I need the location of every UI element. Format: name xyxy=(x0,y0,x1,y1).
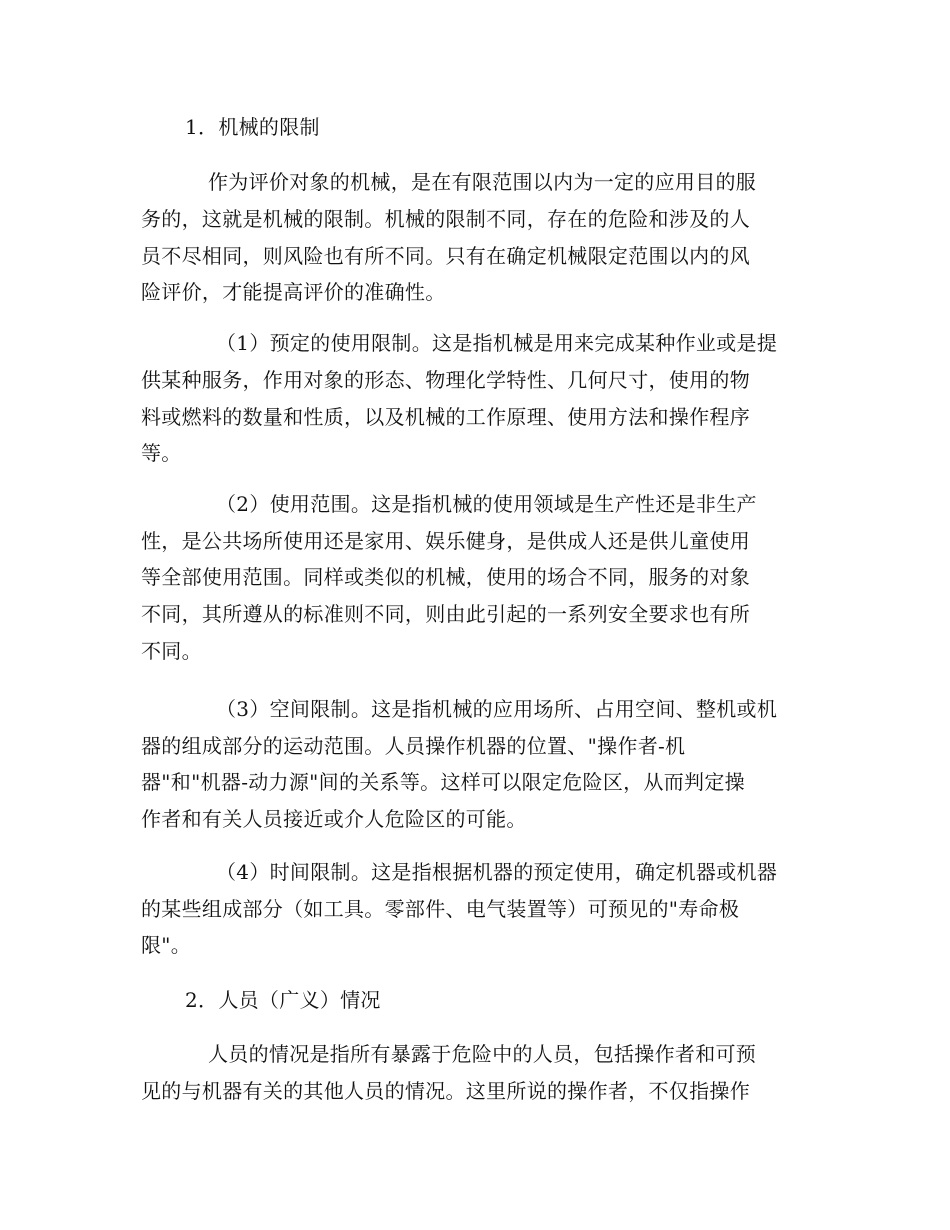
paragraph-line: 的某些组成部分（如工具。零部件、电气装置等）可预见的"寿命极 xyxy=(141,897,740,921)
paragraph-line: 作者和有关人员接近或介人危险区的可能。 xyxy=(141,807,527,831)
paragraph-line: 见的与机器有关的其他人员的情况。这里所说的操作者，不仅指操作 xyxy=(141,1079,750,1103)
paragraph-line: 等全部使用范围。同样或类似的机械，使用的场合不同，服务的对象 xyxy=(141,565,750,589)
paragraph-line: 员不尽相同，则风险也有所不同。只有在确定机械限定范围以内的风 xyxy=(141,244,750,268)
paragraph-line: 不同，其所遵从的标准则不同，则由此引起的一系列安全要求也有所 xyxy=(141,602,750,626)
paragraph-line: 人员的情况是指所有暴露于危险中的人员，包括操作者和可预 xyxy=(208,1042,757,1066)
paragraph-line: 等。 xyxy=(141,441,182,465)
paragraph-line: 务的，这就是机械的限制。机械的限制不同，存在的危险和涉及的人 xyxy=(141,207,750,231)
paragraph-line: 险评价，才能提高评价的准确性。 xyxy=(141,280,446,304)
section-heading-2: 2．人员（广义）情况 xyxy=(185,988,381,1012)
paragraph-line: 器"和"机器-动力源"间的关系等。这样可以限定危险区，从而判定操 xyxy=(141,770,745,794)
paragraph-line: 供某种服务，作用对象的形态、物理化学特性、几何尺寸，使用的物 xyxy=(141,368,750,392)
paragraph-line: （4）时间限制。这是指根据机器的预定使用，确定机器或机器 xyxy=(216,860,778,884)
paragraph-line: （1）预定的使用限制。这是指机械是用来完成某种作业或是提 xyxy=(216,331,778,355)
paragraph-line: 性，是公共场所使用还是家用、娱乐健身，是供成人还是供儿童使用 xyxy=(141,529,750,553)
paragraph-line: 限"。 xyxy=(141,933,192,957)
paragraph-line: 料或燃料的数量和性质，以及机械的工作原理、使用方法和操作程序 xyxy=(141,405,750,429)
paragraph-line: 作为评价对象的机械，是在有限范围以内为一定的应用目的服 xyxy=(208,170,757,194)
paragraph-line: 不同。 xyxy=(141,639,202,663)
section-heading-1: 1．机械的限制 xyxy=(185,115,320,139)
paragraph-line: （3）空间限制。这是指机械的应用场所、占用空间、整机或机 xyxy=(216,697,778,721)
paragraph-line: （2）使用范围。这是指机械的使用领域是生产性还是非生产 xyxy=(216,492,757,516)
paragraph-line: 器的组成部分的运动范围。人员操作机器的位置、"操作者-机 xyxy=(141,734,686,758)
